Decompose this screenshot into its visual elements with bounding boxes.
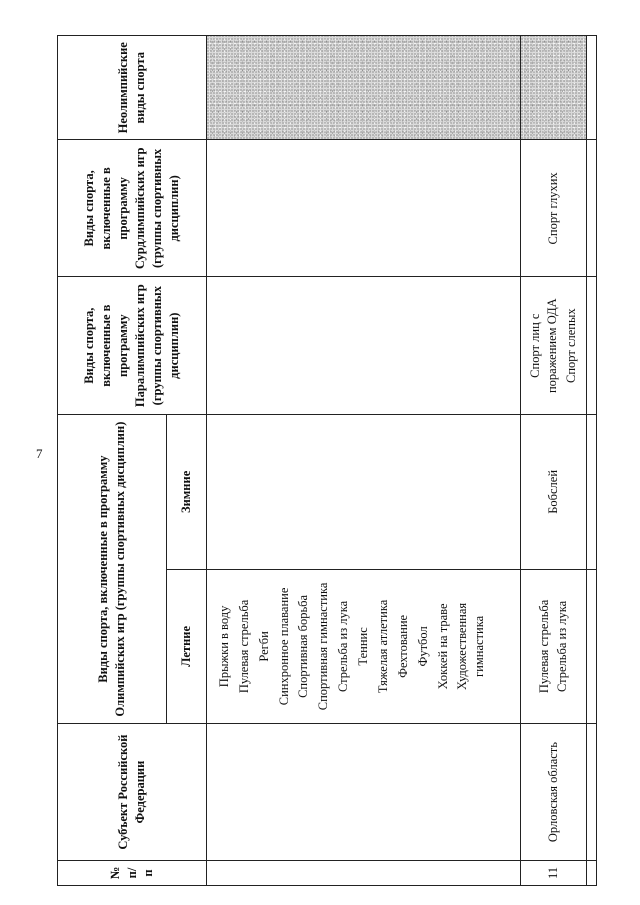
list-item: Стрельба из лука — [336, 600, 351, 693]
list-item: Бобслей — [545, 469, 560, 514]
list-item: Регби — [256, 631, 271, 662]
header-non-olympic: Неолимпийские виды спорта — [58, 36, 207, 140]
list-item: Пулевая стрельба — [536, 599, 551, 694]
cell-non-olympic-shaded — [520, 36, 586, 140]
list-item: Прыжки в воду — [216, 605, 231, 688]
list-item: Спорт глухих — [545, 172, 560, 245]
cell-subject-empty — [206, 724, 520, 861]
list-item: Пулевая стрельба — [236, 599, 251, 694]
table-row — [520, 36, 586, 886]
cell-summer-list — [206, 569, 520, 724]
header-paralympic: Виды спорта, включенные в программу Паралимпийских игр (группы спортивных дисциплин) — [58, 277, 207, 415]
cell-non-olympic-shaded — [206, 36, 520, 140]
header-summer: Летние — [167, 569, 207, 724]
list-item: Футбол — [415, 626, 430, 667]
cell-num-empty — [206, 860, 520, 885]
cell-surdlympic-empty — [206, 140, 520, 277]
list-item: Фехтование — [395, 614, 410, 678]
table-row-blank — [586, 36, 596, 886]
sports-table — [57, 35, 597, 886]
list-item: Спорт лиц с поражением ОДА — [528, 298, 559, 394]
list-item: Хоккей на траве — [435, 603, 450, 690]
list-item: Тяжелая атлетика — [375, 599, 390, 694]
page-number: 7 — [36, 446, 43, 461]
cell-paralympic — [520, 277, 586, 415]
header-subject: Субъект Российской Федерации — [58, 724, 207, 861]
list-item: Теннис — [356, 627, 371, 666]
list-item: Художественная гимнастика — [455, 602, 487, 690]
cell-winter — [520, 415, 586, 570]
cell-surdlympic — [520, 140, 586, 277]
list-item: Спортивная борьба — [296, 594, 311, 698]
header-olympic: Виды спорта, включенные в программу Олимпийских игр (группы спортивных дисциплин) — [58, 415, 167, 724]
cell-paralympic-empty — [206, 277, 520, 415]
list-item: Стрельба из лука — [555, 600, 570, 693]
table-row-continued — [206, 36, 520, 886]
list-item: Спортивная гимнастика — [316, 582, 331, 711]
cell-num: 11 — [520, 860, 586, 885]
header-num: № п/п — [58, 860, 207, 885]
rotated-table-wrapper — [57, 35, 597, 886]
cell-subject: Орловская область — [520, 724, 586, 861]
cell-summer — [520, 569, 586, 724]
header-surdlympic: Виды спорта, включенные в программу Сурдлимпийских игр (группы спортивных дисциплин) — [58, 140, 207, 277]
list-item: Синхронное плавание — [276, 587, 291, 706]
list-item: Спорт слепых — [563, 308, 578, 383]
cell-winter-empty — [206, 415, 520, 570]
header-winter: Зимние — [167, 415, 207, 570]
